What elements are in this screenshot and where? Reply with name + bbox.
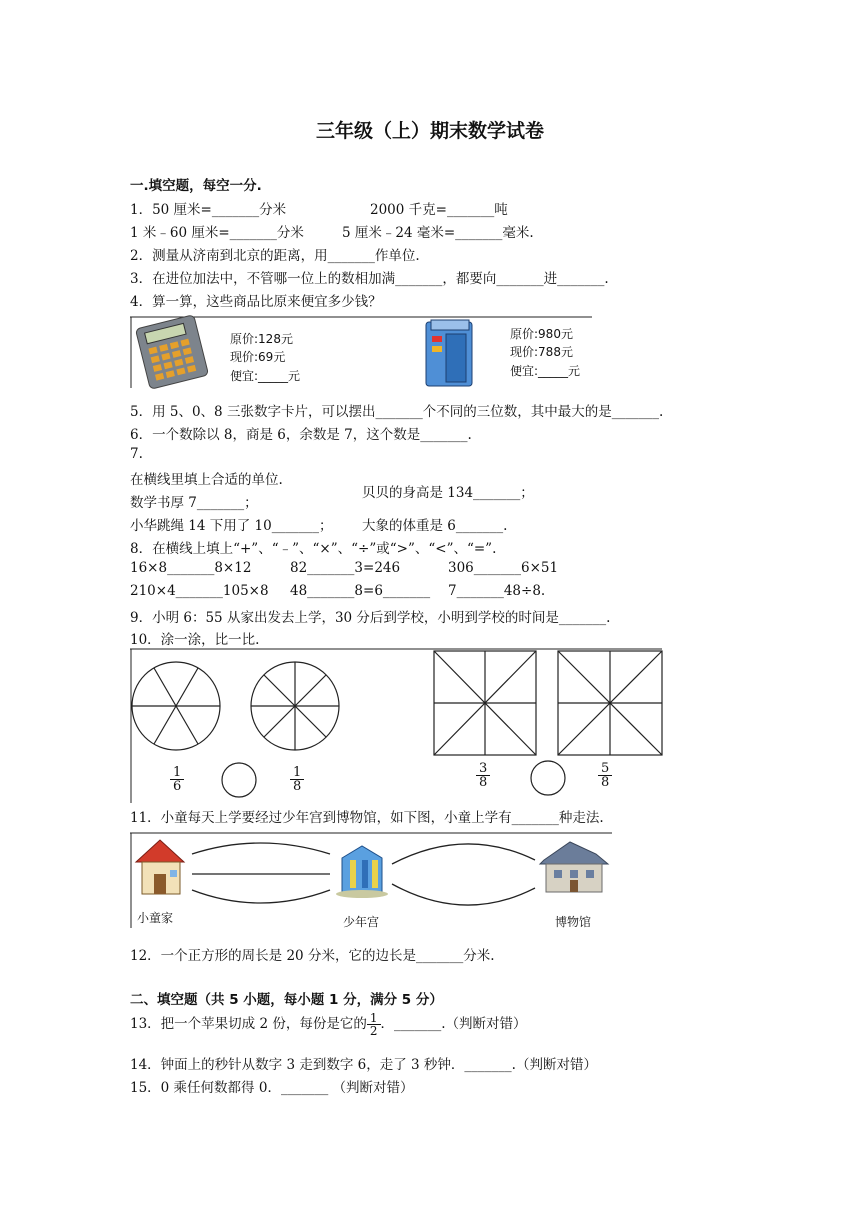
question-1b: 2000 千克=_______吨 bbox=[370, 202, 508, 218]
question-8f: 7_______48÷8. bbox=[448, 583, 546, 599]
question-13 bbox=[130, 1012, 527, 1037]
question-14: 14．钟面上的秒针从数字 3 走到数字 6，走了 3 秒钟．_______.（判断对错） bbox=[130, 1057, 597, 1073]
square-eighths-left bbox=[434, 651, 536, 755]
question-9: 9．小明 6：55 从家出发去上学，30 分后到学校，小明到学校的时间是_______. bbox=[130, 610, 611, 626]
item1-discount: 便宜:_____元 bbox=[230, 369, 301, 383]
fraction-numerator: 5 bbox=[598, 762, 612, 776]
house-icon bbox=[136, 840, 184, 894]
fraction-three-eighths bbox=[476, 762, 490, 789]
question-7-elephant: 大象的体重是 6_______. bbox=[362, 518, 508, 534]
route-home-palace-3 bbox=[192, 890, 330, 903]
item1-current-price: 现价:69元 bbox=[230, 350, 286, 364]
question-1c: 1 米﹣60 厘米=_______分米 bbox=[130, 225, 304, 241]
question-7-book: 数学书厚 7_______； bbox=[130, 495, 258, 511]
question-2: 2．测量从济南到北京的距离，用_______作单位. bbox=[130, 248, 420, 264]
question-8b: 82_______3=246 bbox=[290, 560, 401, 576]
fraction-numerator: 1 bbox=[290, 766, 304, 780]
compare-circle-2[interactable] bbox=[531, 761, 565, 795]
question-1a: 1．50 厘米=_______分米 bbox=[130, 202, 287, 218]
item1-original-price: 原价:128元 bbox=[230, 332, 293, 346]
microwave-icon bbox=[426, 320, 472, 386]
fraction-figure bbox=[130, 648, 665, 808]
square-eighths-right bbox=[558, 651, 662, 755]
fraction-denominator: 8 bbox=[479, 775, 488, 790]
question-8a: 16×8_______8×12 bbox=[130, 560, 252, 576]
fraction-denominator: 8 bbox=[293, 779, 302, 794]
question-7: 7. bbox=[130, 446, 143, 462]
question-8d: 210×4_______105×8 bbox=[130, 583, 269, 599]
question-12: 12．一个正方形的周长是 20 分米，它的边长是_______分米. bbox=[130, 948, 495, 964]
fraction-denominator: 6 bbox=[173, 779, 182, 794]
fraction-five-eighths bbox=[598, 762, 612, 789]
item2-discount: 便宜:_____元 bbox=[510, 364, 581, 378]
route-home-palace-1 bbox=[192, 843, 330, 854]
question-13-answer: ．_______.（判断对错） bbox=[380, 1016, 527, 1032]
question-8c: 306_______6×51 bbox=[448, 560, 559, 576]
youth-palace-icon bbox=[336, 846, 388, 898]
label-home: 小童家 bbox=[137, 911, 174, 925]
item2-original-price: 原价:980元 bbox=[510, 327, 573, 341]
question-8: 8．在横线上填上“+”、“﹣”、“×”、“÷”或“>”、“<”、“=”. bbox=[130, 541, 497, 557]
question-11: 11．小童每天上学要经过少年宫到博物馆，如下图，小童上学有_______种走法. bbox=[130, 810, 604, 826]
question-8e: 48_______8=6_______ bbox=[290, 583, 431, 599]
label-youth-palace: 少年宫 bbox=[343, 915, 380, 929]
circle-sixths bbox=[132, 662, 220, 750]
item2-current-price: 现价:788元 bbox=[510, 345, 573, 359]
route-palace-museum-2 bbox=[392, 884, 535, 905]
fraction-numerator: 3 bbox=[476, 762, 490, 776]
museum-icon bbox=[540, 842, 608, 892]
compare-circle-1[interactable] bbox=[222, 763, 256, 797]
question-3: 3．在进位加法中，不管哪一位上的数相加满_______，都要向_______进_______. bbox=[130, 271, 609, 287]
question-5: 5．用 5、0、8 三张数字卡片，可以摆出_______个不同的三位数，其中最大的是_______. bbox=[130, 404, 664, 420]
circle-eighths bbox=[251, 662, 339, 750]
label-museum: 博物馆 bbox=[555, 915, 592, 929]
fraction-numerator: 1 bbox=[367, 1012, 381, 1025]
route-palace-museum-1 bbox=[392, 844, 535, 864]
question-10: 10．涂一涂，比一比. bbox=[130, 632, 260, 648]
question-1d: 5 厘米﹣24 毫米=_______毫米. bbox=[342, 225, 534, 241]
fraction-one-eighth bbox=[290, 766, 304, 793]
section1-heading: 一.填空题，每空一分. bbox=[130, 178, 262, 194]
question-7-height: 贝贝的身高是 134_______； bbox=[362, 485, 534, 501]
page-title: 三年级（上）期末数学试卷 bbox=[315, 120, 544, 142]
question-7-instruction: 在横线里填上合适的单位. bbox=[130, 472, 283, 488]
fraction-numerator: 1 bbox=[170, 766, 184, 780]
question-7-rope: 小华跳绳 14 下用了 10_______； bbox=[130, 518, 333, 534]
section2-heading: 二、填空题（共 5 小题，每小题 1 分，满分 5 分） bbox=[130, 992, 443, 1008]
fraction-denominator: 8 bbox=[601, 775, 610, 790]
fraction-one-sixth bbox=[170, 766, 184, 793]
fraction-denominator: 2 bbox=[369, 1024, 378, 1038]
question-15: 15．0 乘任何数都得 0．_______ （判断对错） bbox=[130, 1080, 414, 1096]
calculator-icon bbox=[135, 315, 208, 390]
question-6: 6．一个数除以 8，商是 6，余数是 7，这个数是_______. bbox=[130, 427, 472, 443]
question-4: 4．算一算，这些商品比原来便宜多少钱？ bbox=[130, 294, 382, 310]
question-13-text: 13．把一个苹果切成 2 份，每份是它的 bbox=[130, 1016, 367, 1032]
